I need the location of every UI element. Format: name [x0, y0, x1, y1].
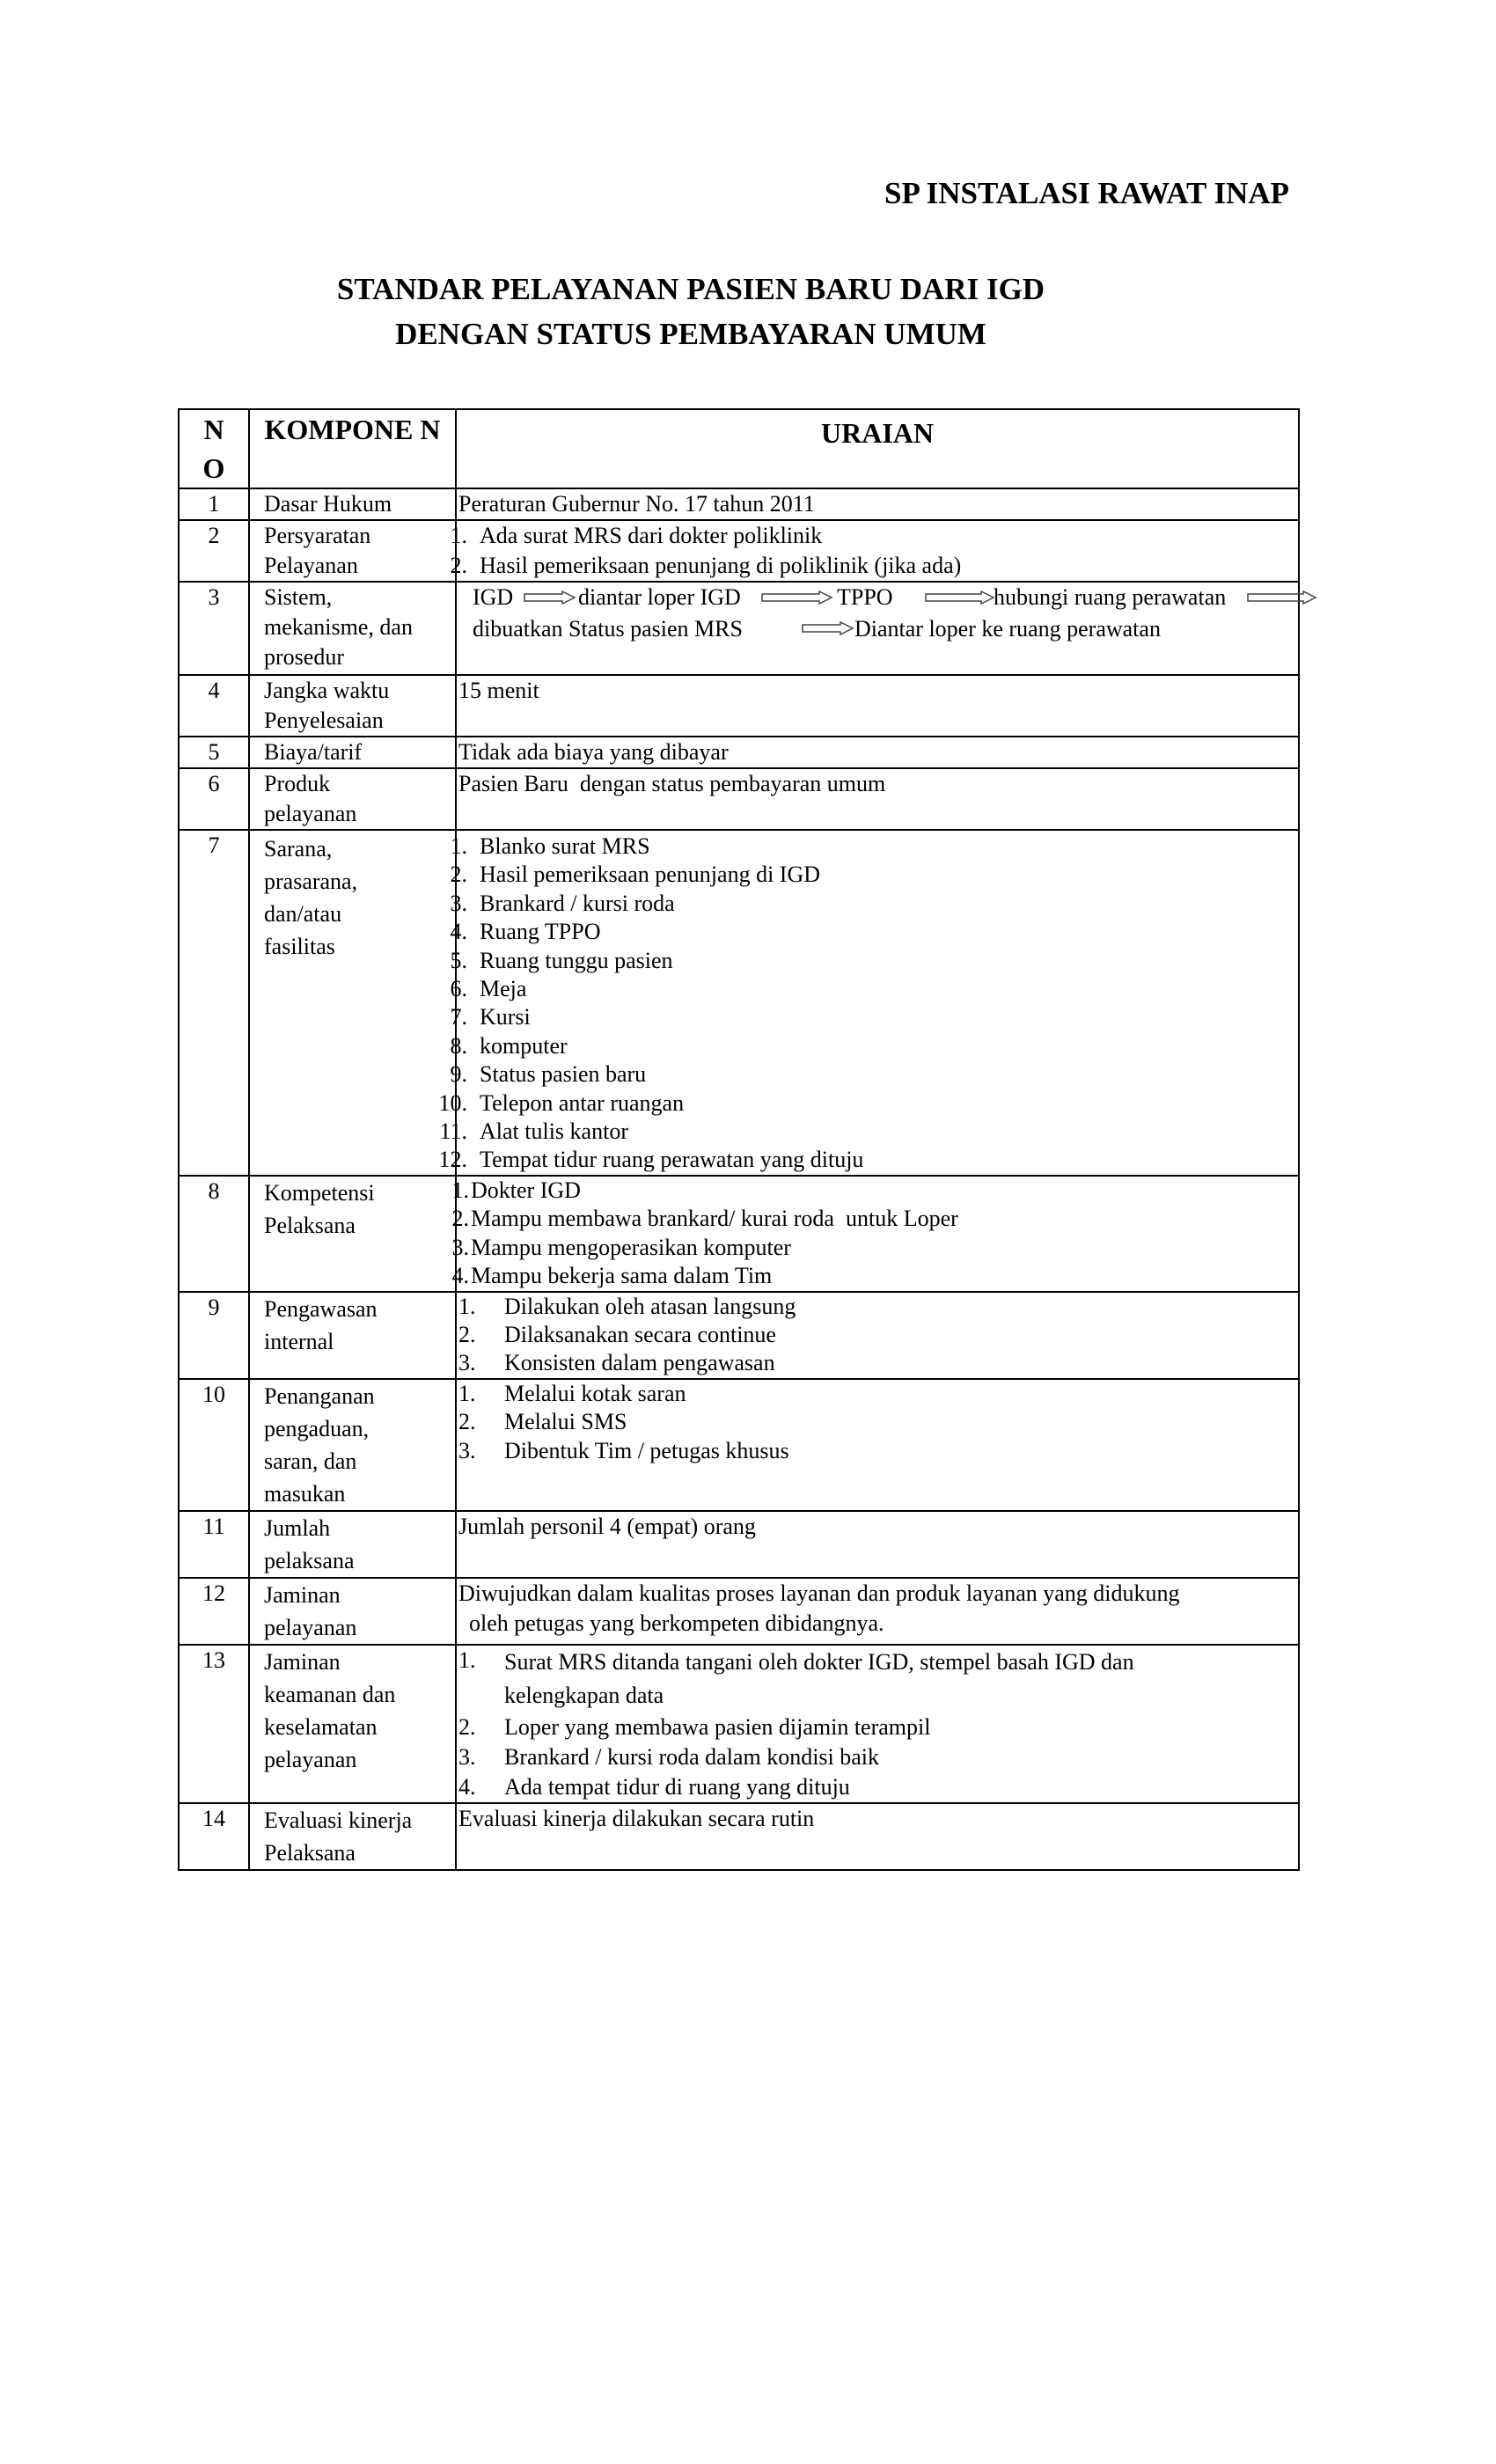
- row-number: 11: [179, 1511, 249, 1578]
- list-item: 2. Hasil pemeriksaan penunjang di poliklinik (jika ada): [450, 553, 962, 578]
- guarantee-text-line-1: Diwujudkan dalam kualitas proses layanan dan produk layanan yang didukung: [458, 1580, 1180, 1606]
- list-item: 2. Mampu membawa brankard/ kurai roda untuk Loper: [451, 1206, 958, 1232]
- row-description: Jumlah personil 4 (empat) orang: [456, 1511, 1299, 1578]
- table-row: [179, 1803, 1299, 1870]
- row-number: 10: [179, 1379, 249, 1511]
- row-component: Penanganan pengaduan, saran, dan masukan: [249, 1379, 456, 1511]
- guarantee-text-line-2: oleh petugas yang berkompeten dibidangnya.: [469, 1610, 884, 1636]
- row-description: [456, 582, 1299, 675]
- row-component: Dasar Hukum: [249, 488, 456, 520]
- row-description: [456, 1578, 1299, 1645]
- row-number: 3: [179, 582, 249, 675]
- row-description: [450, 520, 1299, 582]
- row-component: Jaminan pelayanan: [249, 1578, 456, 1645]
- component-label: Sarana, prasarana, dan/atau fasilitas: [264, 836, 358, 959]
- requirements-list: [432, 521, 1294, 581]
- list-item: 4. Ruang TPPO: [450, 919, 601, 945]
- row-number: 5: [179, 737, 249, 768]
- row-description: Pasien Baru dengan status pembayaran umum: [456, 768, 1299, 830]
- flow-step-loper: diantar loper IGD: [578, 584, 741, 610]
- table-row: [179, 1511, 1299, 1578]
- table-row: [179, 737, 1299, 768]
- procedure-flow: [458, 583, 1294, 644]
- list-item: 1. Blanko surat MRS: [450, 833, 650, 859]
- row-component: Sistem, mekanisme, dan prosedur: [249, 582, 456, 675]
- row-number: 12: [179, 1578, 249, 1645]
- supervision-list: [458, 1293, 1294, 1378]
- row-description: [456, 1379, 1299, 1511]
- document-code-heading: SP INSTALASI RAWAT INAP: [884, 176, 1289, 210]
- column-header-uraian: URAIAN: [456, 409, 1299, 488]
- list-item: 4. Mampu bekerja sama dalam Tim: [451, 1263, 773, 1289]
- list-item: 11. Alat tulis kantor: [439, 1118, 628, 1145]
- row-description: [456, 1645, 1299, 1803]
- complaint-list: [458, 1380, 1294, 1465]
- table-row: [179, 1379, 1299, 1511]
- list-item: 12. Tempat tidur ruang perawatan yang dituju: [438, 1147, 864, 1173]
- row-component: Jangka waktu Penyelesaian: [249, 675, 456, 737]
- list-item: 5. Ruang tunggu pasien: [450, 947, 673, 973]
- list-item: 6. Meja: [450, 976, 527, 1002]
- column-header-komponen: KOMPONE N: [249, 409, 456, 488]
- row-description: Tidak ada biaya yang dibayar: [456, 737, 1299, 768]
- list-item: 4. Ada tempat tidur di ruang yang dituju: [458, 1773, 850, 1800]
- row-description: 15 menit: [456, 675, 1299, 737]
- row-component: Produk pelayanan: [249, 768, 456, 830]
- row-component: Pengawasan internal: [249, 1292, 456, 1379]
- competency-list: [450, 1177, 1294, 1291]
- row-description: [451, 1176, 1299, 1292]
- table-row: [179, 830, 1299, 1176]
- row-component: Biaya/tarif: [249, 737, 456, 768]
- table-row: [179, 768, 1299, 830]
- list-item: 1. Dokter IGD: [451, 1177, 581, 1203]
- row-description: Evaluasi kinerja dilakukan secara rutin: [456, 1803, 1299, 1870]
- arrow-right-icon: [524, 590, 576, 605]
- row-component: [249, 830, 456, 1176]
- table-row: [179, 520, 1299, 582]
- table-header-row: [179, 409, 1299, 488]
- list-item: 3. Dibentuk Tim / petugas khusus: [458, 1437, 789, 1463]
- list-item: 7. Kursi: [450, 1004, 531, 1030]
- column-header-no: N O: [179, 409, 249, 488]
- row-component: Kompetensi Pelaksana: [249, 1176, 456, 1292]
- table-row: [179, 1292, 1299, 1379]
- arrow-right-icon: [925, 590, 995, 605]
- row-description: [456, 1292, 1299, 1379]
- row-description: [438, 830, 1299, 1176]
- document-title-line-2: DENGAN STATUS PEMBAYARAN UMUM: [395, 317, 986, 351]
- row-component: Persyaratan Pelayanan: [249, 520, 456, 582]
- facilities-list: [432, 832, 1294, 1175]
- list-item: 1. Surat MRS ditanda tangani oleh dokter IGD, stempel basah IGD dan kelengkapan data: [458, 1646, 1134, 1708]
- row-number: 1: [179, 488, 249, 520]
- row-number: 14: [179, 1803, 249, 1870]
- row-number: 13: [179, 1645, 249, 1803]
- row-number: 7: [179, 830, 249, 1176]
- document-title-line-1: STANDAR PELAYANAN PASIEN BARU DARI IGD: [336, 272, 1045, 306]
- list-item: 2. Melalui SMS: [458, 1409, 627, 1435]
- list-item: 2. Dilaksanakan secara continue: [458, 1321, 776, 1347]
- list-item: 3. Brankard / kursi roda: [450, 890, 675, 916]
- arrow-right-icon: [1247, 590, 1317, 605]
- safety-list: [458, 1646, 1294, 1802]
- row-number: 6: [179, 768, 249, 830]
- list-item: 1. Melalui kotak saran: [458, 1380, 686, 1406]
- list-item: 3. Brankard / kursi roda dalam kondisi baik: [458, 1743, 880, 1770]
- table-row: [179, 1578, 1299, 1645]
- table-row: [179, 1176, 1299, 1292]
- flow-step-hubungi: hubungi ruang perawatan: [994, 584, 1227, 610]
- row-number: 4: [179, 675, 249, 737]
- row-description: Peraturan Gubernur No. 17 tahun 2011: [456, 488, 1299, 520]
- arrow-right-icon: [802, 621, 854, 635]
- list-item: 8. komputer: [450, 1032, 568, 1059]
- flow-step-tppo: TPPO: [837, 584, 893, 610]
- flow-step-igd: IGD: [473, 584, 514, 610]
- flow-step-diantar: Diantar loper ke ruang perawatan: [854, 616, 1161, 642]
- table-row: [179, 582, 1299, 675]
- row-component: Jaminan keamanan dan keselamatan pelayanan: [249, 1645, 456, 1803]
- table-row: [179, 1645, 1299, 1803]
- list-item: 3. Mampu mengoperasikan komputer: [451, 1234, 791, 1260]
- list-item: 9. Status pasien baru: [450, 1061, 647, 1088]
- list-item: 3. Konsisten dalam pengawasan: [458, 1350, 775, 1376]
- row-component: Jumlah pelaksana: [249, 1511, 456, 1578]
- service-standard-table: [178, 408, 1300, 1871]
- list-item: 10. Telepon antar ruangan: [438, 1089, 685, 1116]
- list-item: 2. Hasil pemeriksaan penunjang di IGD: [450, 862, 821, 888]
- list-item: 1. Dilakukan oleh atasan langsung: [458, 1293, 796, 1319]
- row-number: 2: [179, 520, 249, 582]
- list-item: 1. Ada surat MRS dari dokter poliklinik: [450, 523, 823, 548]
- list-item: 2. Loper yang membawa pasien dijamin terampil: [458, 1713, 931, 1740]
- row-component: Evaluasi kinerja Pelaksana: [249, 1803, 456, 1870]
- flow-step-status: dibuatkan Status pasien MRS: [473, 616, 743, 642]
- table-row: [179, 488, 1299, 520]
- arrow-right-icon: [761, 590, 833, 605]
- row-number: 9: [179, 1292, 249, 1379]
- table-row: [179, 675, 1299, 737]
- row-number: 8: [179, 1176, 249, 1292]
